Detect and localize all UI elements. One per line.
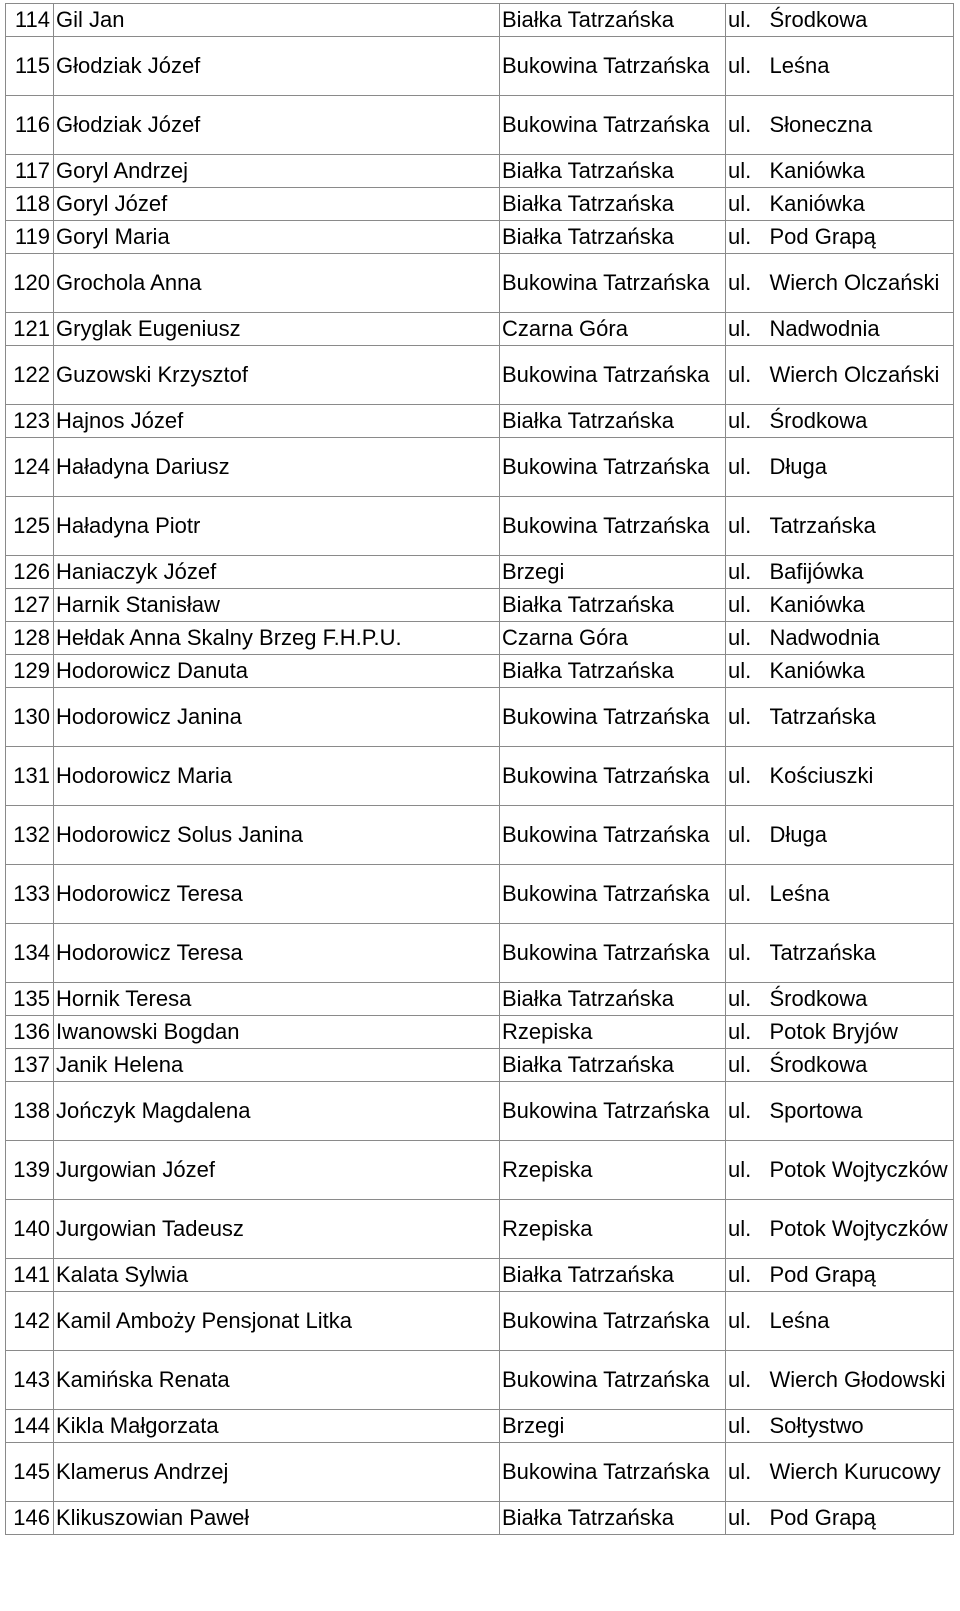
town-cell: Bukowina Tatrzańska: [500, 96, 726, 155]
name-cell: Goryl Andrzej: [54, 155, 500, 188]
name-cell: Goryl Maria: [54, 221, 500, 254]
town-cell: Bukowina Tatrzańska: [500, 254, 726, 313]
table-row: [6, 1410, 954, 1443]
street-prefix-cell: ul.: [726, 622, 764, 655]
table-row: [6, 96, 954, 155]
table-row: [6, 313, 954, 346]
town-cell: Brzegi: [500, 1410, 726, 1443]
table-row: [6, 865, 954, 924]
table-row: [6, 655, 954, 688]
town-cell: Białka Tatrzańska: [500, 1259, 726, 1292]
street-cell: Długa: [764, 806, 954, 865]
town-cell: Bukowina Tatrzańska: [500, 1292, 726, 1351]
table-row: [6, 688, 954, 747]
street-prefix-cell: ul.: [726, 37, 764, 96]
street-prefix-cell: ul.: [726, 1502, 764, 1535]
row-number-cell: 126: [6, 556, 54, 589]
street-cell: Sportowa: [764, 1082, 954, 1141]
town-cell: Brzegi: [500, 556, 726, 589]
name-cell: Hodorowicz Teresa: [54, 865, 500, 924]
town-cell: Bukowina Tatrzańska: [500, 438, 726, 497]
name-cell: Harnik Stanisław: [54, 589, 500, 622]
row-number-cell: 127: [6, 589, 54, 622]
town-cell: Białka Tatrzańska: [500, 983, 726, 1016]
table-row: [6, 747, 954, 806]
table-row: [6, 1502, 954, 1535]
town-cell: Bukowina Tatrzańska: [500, 747, 726, 806]
row-number-cell: 124: [6, 438, 54, 497]
town-cell: Białka Tatrzańska: [500, 188, 726, 221]
street-cell: Leśna: [764, 1292, 954, 1351]
name-cell: Guzowski Krzysztof: [54, 346, 500, 405]
street-cell: Tatrzańska: [764, 688, 954, 747]
row-number-cell: 120: [6, 254, 54, 313]
name-cell: Hodorowicz Danuta: [54, 655, 500, 688]
table-row: [6, 983, 954, 1016]
table-row: [6, 924, 954, 983]
street-prefix-cell: ul.: [726, 313, 764, 346]
row-number-cell: 135: [6, 983, 54, 1016]
town-cell: Białka Tatrzańska: [500, 1049, 726, 1082]
street-prefix-cell: ul.: [726, 556, 764, 589]
table-row: [6, 1200, 954, 1259]
town-cell: Białka Tatrzańska: [500, 221, 726, 254]
name-cell: Gryglak Eugeniusz: [54, 313, 500, 346]
row-number-cell: 116: [6, 96, 54, 155]
town-cell: Rzepiska: [500, 1016, 726, 1049]
street-cell: Nadwodnia: [764, 622, 954, 655]
town-cell: Białka Tatrzańska: [500, 405, 726, 438]
name-cell: Jurgowian Tadeusz: [54, 1200, 500, 1259]
name-cell: Gil Jan: [54, 4, 500, 37]
table-row: [6, 589, 954, 622]
table-row: [6, 155, 954, 188]
street-prefix-cell: ul.: [726, 1443, 764, 1502]
table-row: [6, 622, 954, 655]
street-prefix-cell: ul.: [726, 4, 764, 37]
name-cell: Głodziak Józef: [54, 37, 500, 96]
name-cell: Hełdak Anna Skalny Brzeg F.H.P.U.: [54, 622, 500, 655]
street-cell: Pod Grapą: [764, 1259, 954, 1292]
table-row: [6, 1016, 954, 1049]
row-number-cell: 132: [6, 806, 54, 865]
table-row: [6, 497, 954, 556]
street-cell: Pod Grapą: [764, 1502, 954, 1535]
street-cell: Potok Bryjów: [764, 1016, 954, 1049]
row-number-cell: 123: [6, 405, 54, 438]
name-cell: Janik Helena: [54, 1049, 500, 1082]
street-prefix-cell: ul.: [726, 655, 764, 688]
street-prefix-cell: ul.: [726, 865, 764, 924]
table-row: [6, 405, 954, 438]
name-cell: Hornik Teresa: [54, 983, 500, 1016]
town-cell: Czarna Góra: [500, 313, 726, 346]
name-cell: Klikuszowian Paweł: [54, 1502, 500, 1535]
street-prefix-cell: ul.: [726, 1200, 764, 1259]
name-cell: Kamil Ambożу Pensjonat Litka: [54, 1292, 500, 1351]
table-row: [6, 4, 954, 37]
street-cell: Długa: [764, 438, 954, 497]
street-cell: Środkowa: [764, 405, 954, 438]
street-cell: Potok Wojtyczków: [764, 1200, 954, 1259]
table-row: [6, 556, 954, 589]
street-cell: Kaniówka: [764, 589, 954, 622]
registry-table: [5, 3, 954, 1535]
town-cell: Bukowina Tatrzańska: [500, 1082, 726, 1141]
street-prefix-cell: ul.: [726, 1292, 764, 1351]
street-prefix-cell: ul.: [726, 346, 764, 405]
row-number-cell: 122: [6, 346, 54, 405]
town-cell: Bukowina Tatrzańska: [500, 688, 726, 747]
street-cell: Sołtystwo: [764, 1410, 954, 1443]
table-row: [6, 438, 954, 497]
name-cell: Jurgowian Józef: [54, 1141, 500, 1200]
town-cell: Bukowina Tatrzańska: [500, 497, 726, 556]
street-cell: Tatrzańska: [764, 497, 954, 556]
table-row: [6, 221, 954, 254]
name-cell: Goryl Józef: [54, 188, 500, 221]
street-prefix-cell: ul.: [726, 405, 764, 438]
town-cell: Białka Tatrzańska: [500, 4, 726, 37]
street-prefix-cell: ul.: [726, 1141, 764, 1200]
row-number-cell: 141: [6, 1259, 54, 1292]
street-cell: Leśna: [764, 37, 954, 96]
name-cell: Jończyk Magdalena: [54, 1082, 500, 1141]
row-number-cell: 117: [6, 155, 54, 188]
table-row: [6, 1292, 954, 1351]
street-cell: Kościuszki: [764, 747, 954, 806]
street-cell: Kaniówka: [764, 655, 954, 688]
name-cell: Hodorowicz Janina: [54, 688, 500, 747]
table-row: [6, 806, 954, 865]
row-number-cell: 121: [6, 313, 54, 346]
street-cell: Nadwodnia: [764, 313, 954, 346]
street-prefix-cell: ul.: [726, 747, 764, 806]
name-cell: Haładyna Piotr: [54, 497, 500, 556]
table-row: [6, 1351, 954, 1410]
street-cell: Tatrzańska: [764, 924, 954, 983]
name-cell: Kikla Małgorzata: [54, 1410, 500, 1443]
table-row: [6, 1259, 954, 1292]
table-row: [6, 188, 954, 221]
table-row: [6, 1082, 954, 1141]
row-number-cell: 146: [6, 1502, 54, 1535]
table-row: [6, 37, 954, 96]
street-cell: Środkowa: [764, 983, 954, 1016]
street-cell: Wierch Kurucowy: [764, 1443, 954, 1502]
town-cell: Bukowina Tatrzańska: [500, 924, 726, 983]
table-row: [6, 346, 954, 405]
row-number-cell: 129: [6, 655, 54, 688]
town-cell: Bukowina Tatrzańska: [500, 1443, 726, 1502]
street-cell: Kaniówka: [764, 188, 954, 221]
street-prefix-cell: ul.: [726, 1016, 764, 1049]
street-cell: Wierch Olczański: [764, 254, 954, 313]
table-row: [6, 1049, 954, 1082]
registry-table-body: [6, 4, 954, 1535]
row-number-cell: 144: [6, 1410, 54, 1443]
table-row: [6, 1141, 954, 1200]
street-prefix-cell: ul.: [726, 983, 764, 1016]
row-number-cell: 140: [6, 1200, 54, 1259]
street-prefix-cell: ul.: [726, 497, 764, 556]
street-cell: Pod Grapą: [764, 221, 954, 254]
row-number-cell: 114: [6, 4, 54, 37]
row-number-cell: 131: [6, 747, 54, 806]
street-prefix-cell: ul.: [726, 1259, 764, 1292]
street-prefix-cell: ul.: [726, 1410, 764, 1443]
street-prefix-cell: ul.: [726, 1049, 764, 1082]
town-cell: Białka Tatrzańska: [500, 589, 726, 622]
table-row: [6, 254, 954, 313]
row-number-cell: 130: [6, 688, 54, 747]
table-row: [6, 1443, 954, 1502]
row-number-cell: 138: [6, 1082, 54, 1141]
row-number-cell: 134: [6, 924, 54, 983]
street-prefix-cell: ul.: [726, 254, 764, 313]
name-cell: Haładyna Dariusz: [54, 438, 500, 497]
row-number-cell: 125: [6, 497, 54, 556]
street-prefix-cell: ul.: [726, 155, 764, 188]
street-prefix-cell: ul.: [726, 688, 764, 747]
street-cell: Kaniówka: [764, 155, 954, 188]
row-number-cell: 142: [6, 1292, 54, 1351]
town-cell: Rzepiska: [500, 1200, 726, 1259]
town-cell: Rzepiska: [500, 1141, 726, 1200]
town-cell: Bukowina Tatrzańska: [500, 37, 726, 96]
street-prefix-cell: ul.: [726, 96, 764, 155]
name-cell: Kamińska Renata: [54, 1351, 500, 1410]
name-cell: Grochola Anna: [54, 254, 500, 313]
street-prefix-cell: ul.: [726, 1351, 764, 1410]
street-prefix-cell: ul.: [726, 438, 764, 497]
street-prefix-cell: ul.: [726, 1082, 764, 1141]
row-number-cell: 145: [6, 1443, 54, 1502]
name-cell: Hodorowicz Solus Janina: [54, 806, 500, 865]
name-cell: Kalata Sylwia: [54, 1259, 500, 1292]
row-number-cell: 137: [6, 1049, 54, 1082]
town-cell: Czarna Góra: [500, 622, 726, 655]
town-cell: Białka Tatrzańska: [500, 1502, 726, 1535]
street-cell: Wierch Olczański: [764, 346, 954, 405]
town-cell: Bukowina Tatrzańska: [500, 1351, 726, 1410]
town-cell: Bukowina Tatrzańska: [500, 346, 726, 405]
row-number-cell: 115: [6, 37, 54, 96]
town-cell: Białka Tatrzańska: [500, 655, 726, 688]
name-cell: Haniaczyk Józef: [54, 556, 500, 589]
street-prefix-cell: ul.: [726, 188, 764, 221]
row-number-cell: 143: [6, 1351, 54, 1410]
row-number-cell: 118: [6, 188, 54, 221]
street-cell: Słoneczna: [764, 96, 954, 155]
street-cell: Leśna: [764, 865, 954, 924]
street-cell: Środkowa: [764, 1049, 954, 1082]
town-cell: Bukowina Tatrzańska: [500, 865, 726, 924]
street-prefix-cell: ul.: [726, 221, 764, 254]
street-cell: Potok Wojtyczków: [764, 1141, 954, 1200]
street-prefix-cell: ul.: [726, 924, 764, 983]
name-cell: Hajnos Józef: [54, 405, 500, 438]
name-cell: Głodziak Józef: [54, 96, 500, 155]
row-number-cell: 128: [6, 622, 54, 655]
name-cell: Hodorowicz Teresa: [54, 924, 500, 983]
town-cell: Bukowina Tatrzańska: [500, 806, 726, 865]
row-number-cell: 133: [6, 865, 54, 924]
row-number-cell: 136: [6, 1016, 54, 1049]
name-cell: Hodorowicz Maria: [54, 747, 500, 806]
street-cell: Środkowa: [764, 4, 954, 37]
street-prefix-cell: ul.: [726, 806, 764, 865]
name-cell: Klamerus Andrzej: [54, 1443, 500, 1502]
row-number-cell: 119: [6, 221, 54, 254]
street-cell: Wierch Głodowski: [764, 1351, 954, 1410]
street-cell: Bafijówka: [764, 556, 954, 589]
row-number-cell: 139: [6, 1141, 54, 1200]
name-cell: Iwanowski Bogdan: [54, 1016, 500, 1049]
town-cell: Białka Tatrzańska: [500, 155, 726, 188]
street-prefix-cell: ul.: [726, 589, 764, 622]
